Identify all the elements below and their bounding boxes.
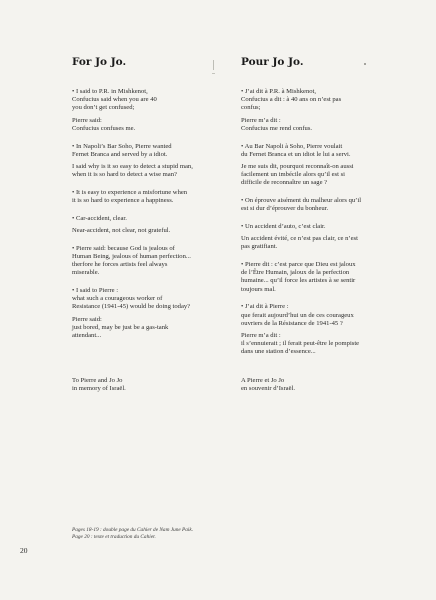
stanza [72, 143, 230, 180]
stanza [241, 197, 399, 213]
dedication-line: A Pierre et Jo Jo [241, 377, 285, 384]
english-title: For Jo Jo. [72, 56, 127, 68]
text-line: when it is so hard to detect a wise man? [72, 171, 177, 179]
dedication-line: en souvenir d’Israël. [241, 385, 296, 393]
text-line: I said why is it so easy to detect a stupid man, [72, 162, 193, 170]
stanza-paragraph [241, 303, 399, 328]
stanza [72, 215, 230, 235]
text-line: • Au Bar Napoli à Soho, Pierre voulait [241, 142, 343, 150]
text-line: attendant... [72, 331, 102, 339]
text-line: miserable. [72, 269, 100, 277]
stanza-paragraph [72, 215, 230, 223]
english-stanzas [72, 88, 230, 340]
english-dedication [72, 377, 230, 394]
text-line: confus; [241, 104, 261, 112]
text-line: • J’ai dit à P.R. à Mishkenot, [241, 88, 317, 95]
text-line: what such a courageous worker of [72, 295, 163, 303]
stanza-paragraph [241, 235, 399, 251]
dedication-line: in memory of Israël. [72, 385, 126, 393]
stanza [241, 143, 399, 188]
text-line: • Un accident d’auto, c’est clair. [241, 222, 326, 230]
stanza-paragraph [72, 189, 230, 205]
stanza-paragraph [241, 332, 399, 357]
text-line: • In Napoli’s Bar Soho, Pierre wanted [72, 142, 172, 150]
text-line: que ferait aujourd’hui un de ces courageux [241, 311, 354, 319]
text-line: • I said to P.R. in Mishkenot, [72, 88, 148, 95]
text-line: Human Being, jealous of human perfection... [72, 252, 191, 260]
text-line: just bored, may be just be a gas-tank [72, 323, 169, 331]
text-line: • Car-accident, clear. [72, 214, 127, 222]
caption-line: Pages 18-19 : double page du Cahier de Nam June Paik. [72, 527, 194, 533]
page-number: 20 [20, 546, 28, 555]
text-line: therfore he forces artists feel always [72, 261, 168, 269]
stanza [72, 88, 230, 133]
text-line: Pierre m’a dit : [241, 116, 281, 124]
text-line: Fernet Branca and served by a idiot. [72, 150, 168, 158]
french-stanzas [241, 88, 399, 357]
text-line: il s’ennuierait ; il ferait peut-être le pompiste [241, 340, 360, 348]
text-line: • Pierre dit : c’est parce que Dieu est jaloux [241, 261, 356, 269]
stanza-paragraph [241, 163, 399, 188]
stanza [72, 245, 230, 278]
text-line: Resistance (1941-45) would be doing today? [72, 303, 191, 311]
text-line: est si dur d’éprouver du bonheur. [241, 205, 329, 213]
stanza-paragraph [72, 163, 230, 179]
text-line: • I said to Pierre : [72, 286, 119, 294]
text-line: dans une station d’essence... [241, 348, 316, 356]
text-line: Confucius a dit : à 40 ans on n’est pas [241, 96, 342, 104]
text-line: Confucius me rend confus. [241, 124, 313, 132]
text-line: du Fernet Branca et un idiot le lui a servi. [241, 150, 351, 158]
text-line: Pierre said: [72, 315, 102, 323]
text-line: Near-accident, not clear, not grateful. [72, 226, 171, 234]
stanza-paragraph [241, 117, 399, 133]
text-line: Confucius confuses me. [72, 124, 136, 132]
stanza-paragraph [241, 88, 399, 113]
stanza-paragraph [72, 227, 230, 235]
stanza [72, 189, 230, 205]
text-line: humaine... qu’il force les artistes à se sentir [241, 277, 356, 285]
text-line: Confucius said when you are 40 [72, 96, 157, 104]
text-line: you don’t get confused; [72, 104, 135, 112]
stanza-paragraph [72, 287, 230, 312]
text-line: Je me suis dit, pourquoi reconnaît-on aussi [241, 162, 354, 170]
french-title: Pour Jo Jo. [241, 56, 304, 68]
stanza-paragraph [72, 88, 230, 113]
stanza-paragraph [241, 261, 399, 294]
text-line: toujours mal. [241, 285, 276, 293]
english-column [72, 56, 230, 350]
stanza [241, 223, 399, 252]
stanza [241, 88, 399, 133]
stanza-paragraph [72, 245, 230, 278]
dedication-line: To Pierre and Jo Jo [72, 377, 123, 384]
stanza-paragraph [241, 197, 399, 213]
text-line: Pierre m’a dit : [241, 331, 281, 339]
stanza [72, 287, 230, 340]
stanza [241, 303, 399, 356]
figure-caption [72, 527, 193, 541]
text-line: Pierre said: [72, 116, 102, 124]
text-line: difficile de reconnaître un sage ? [241, 179, 328, 187]
text-line: pas gratifiant. [241, 243, 278, 251]
stanza-paragraph [241, 223, 399, 231]
french-dedication [241, 377, 399, 394]
stanza-paragraph [72, 117, 230, 133]
text-line: Un accident évité, ce n’est pas clair, ce n’est [241, 235, 358, 243]
french-column [241, 56, 399, 366]
text-line: ouvriers de la Résistance de 1941-45 ? [241, 319, 343, 327]
text-line: • Pierre said: because God is jealous of [72, 244, 175, 252]
stanza-paragraph [72, 143, 230, 159]
text-line: de l’Être Humain, jaloux de la perfection [241, 269, 350, 277]
caption-line: Page 20 : texte et traduction du Cahier. [72, 534, 156, 540]
text-line: facilement un imbécile alors qu’il est si [241, 171, 346, 179]
text-line: • On éprouve aisément du malheur alors qu’il [241, 197, 362, 205]
stanza [241, 261, 399, 294]
stanza-paragraph [72, 316, 230, 341]
text-line: • J’ai dit à Pierre : [241, 303, 289, 311]
stanza-paragraph [241, 143, 399, 159]
text-line: • It is easy to experience a misfortune when [72, 188, 188, 196]
text-line: it is so hard to experience a happiness. [72, 197, 174, 205]
